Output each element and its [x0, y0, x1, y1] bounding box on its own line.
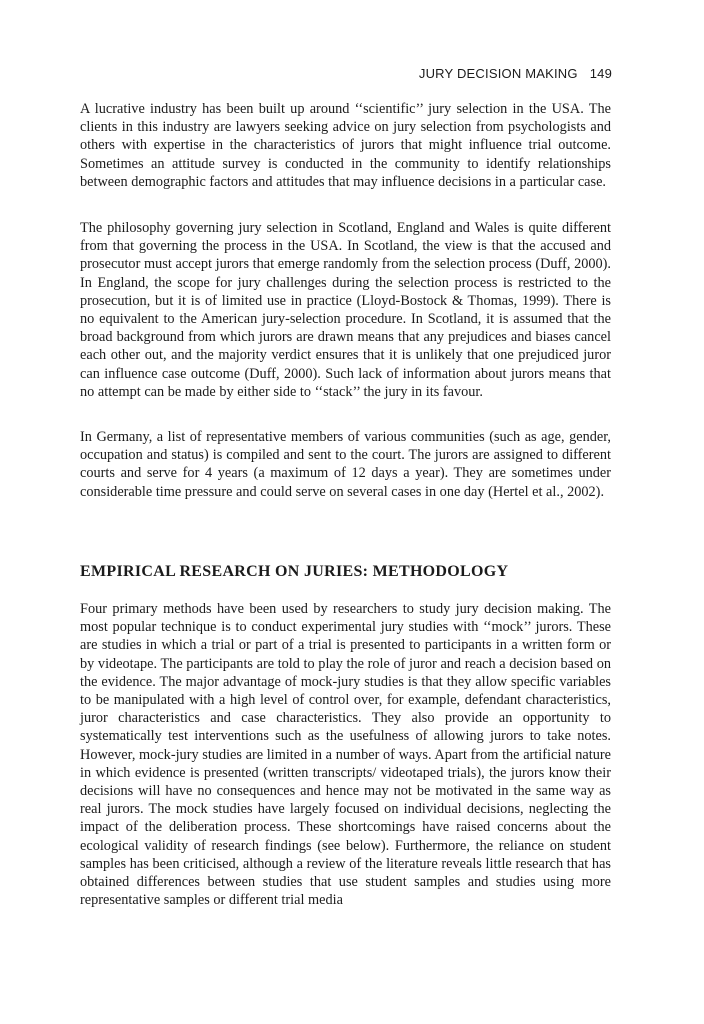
running-title: JURY DECISION MAKING [418, 66, 578, 81]
paragraph-methodology: Four primary methods have been used by researchers to study jury decision making. The most popular technique is to conduct experimental jury studies with ‘‘mock’’ jurors. These are studies in which a trial or part of a trial is presented to participants in a written form or by videotape. The participants are told to play the role of juror and reach a decision based on the evidence. The major advantage of mock-jury studies is that they allow specific variables to be manipulated with a high level of control over, for example, defendant characteristics, juror characteristics and case characteristics. They also provide an opportunity to systematically test interventions such as the usefulness of allowing jurors to take notes. However, mock-jury studies are limited in a number of ways. Apart from the artificial nature in which evidence is presented (written transcripts/ videotaped trials), the jurors know their decisions will have no consequences and hence may not be motivated in the same way as real jurors. The mock studies have largely focused on individual decisions, neglecting the impact of the deliberation process. These shortcomings have raised concerns about the ecological validity of research findings (see below). Furthermore, the reliance on student samples has been criticised, although a review of the literature reveals little research that has obtained differences between studies that use student samples and studies using more representative samples or different trial media [80, 601, 611, 909]
paragraph-uk-jury-selection: The philosophy governing jury selection in Scotland, England and Wales is quite different from that governing the process in the USA. In Scotland, the view is that the accused and prosecutor must accept jurors that emerge randomly from the selection process (Duff, 2000). In England, the scope for jury challenges during the selection process is restricted to the prosecution, but it is of limited use in practice (Lloyd-Bostock & Thomas, 1999). There is no equivalent to the American jury-selection procedure. In Scotland, it is assumed that the broad background from which jurors are drawn means that any prejudices and biases cancel each other out, and the majority verdict ensures that it is unlikely that one prejudiced juror can influence case outcome (Duff, 2000). Such lack of information about jurors means that no attempt can be made by either side to ‘‘stack’’ the jury in its favour. [80, 220, 611, 400]
paragraph-germany-jury-selection: In Germany, a list of representative members of various communities (such as age, gender, occupation and status) is compiled and sent to the court. The jurors are assigned to different courts and serve for 4 years (a maximum of 12 days a year). They are sometimes under considerable time pressure and could serve on several cases in one day (Hertel et al., 2002). [80, 429, 611, 500]
section-heading: EMPIRICAL RESEARCH ON JURIES: METHODOLOGY [80, 563, 509, 580]
paragraph-jury-selection-industry: A lucrative industry has been built up around ‘‘scientific’’ jury selection in the USA. The clients in this industry are lawyers seeking advice on jury selection from psychologists and others with expertise in the characteristics of jurors that might influence trial outcome. Sometimes an attitude survey is conducted in the community to identify relationships between demographic factors and attitudes that may influence decisions in a particular case. [80, 101, 611, 190]
page-number: 149 [589, 66, 612, 81]
running-head [419, 66, 612, 81]
